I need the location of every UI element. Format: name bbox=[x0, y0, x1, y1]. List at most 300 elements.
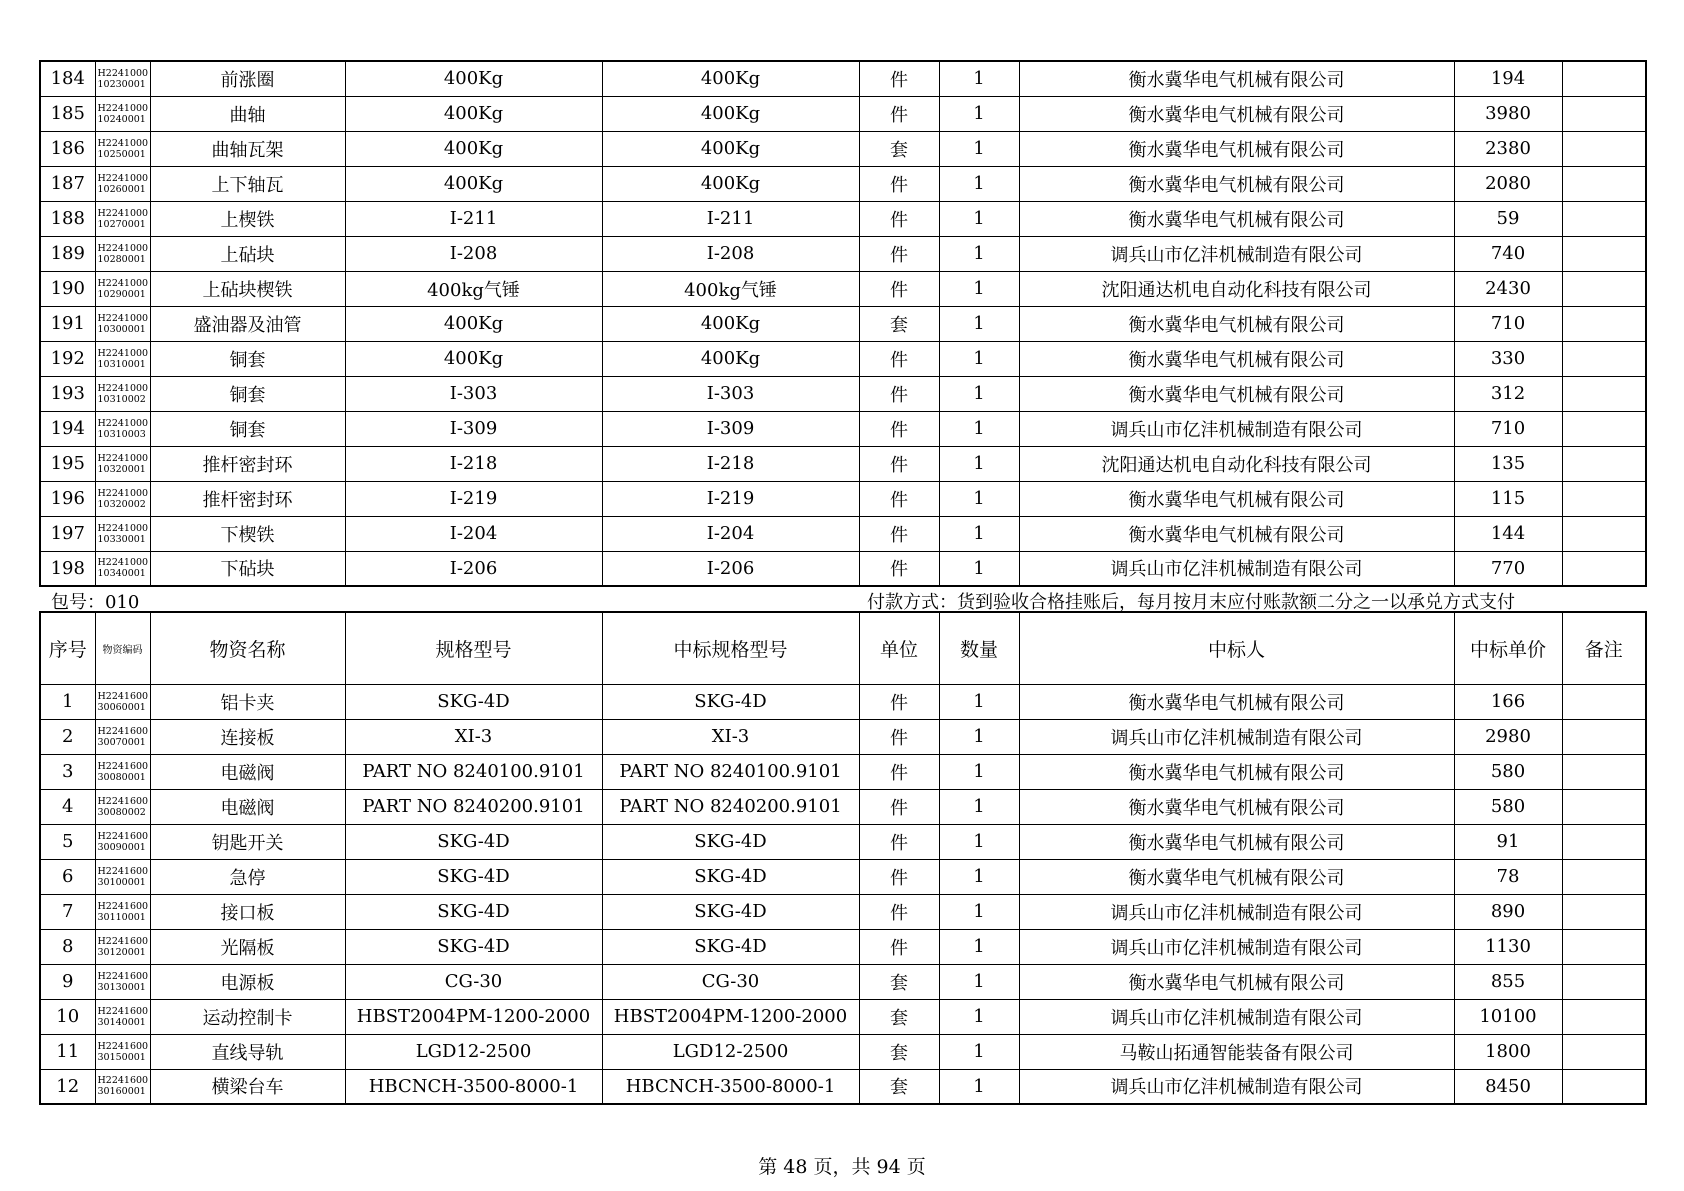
cell-name: 钥匙开关 bbox=[150, 824, 345, 859]
cell-unit: 件 bbox=[859, 789, 939, 824]
cell-price: 78 bbox=[1454, 859, 1562, 894]
cell-qty: 1 bbox=[939, 859, 1019, 894]
package-bar bbox=[39, 586, 1645, 611]
cell-winner: 衡水冀华电气机械有限公司 bbox=[1019, 306, 1454, 341]
cell-qty: 1 bbox=[939, 341, 1019, 376]
table-row bbox=[40, 376, 1646, 411]
cell-unit: 件 bbox=[859, 824, 939, 859]
cell-qty: 1 bbox=[939, 754, 1019, 789]
cell-name: 推杆密封环 bbox=[150, 481, 345, 516]
cell-remark bbox=[1562, 824, 1646, 859]
cell-remark bbox=[1562, 754, 1646, 789]
header-winner: 中标人 bbox=[1019, 612, 1454, 684]
cell-spec: PART NO 8240200.9101 bbox=[345, 789, 602, 824]
cell-bid-spec: 400Kg bbox=[602, 306, 859, 341]
table-row bbox=[40, 894, 1646, 929]
cell-unit: 件 bbox=[859, 684, 939, 719]
cell-remark bbox=[1562, 719, 1646, 754]
cell-qty: 1 bbox=[939, 166, 1019, 201]
cell-remark bbox=[1562, 894, 1646, 929]
code-line-2: 30100001 bbox=[97, 876, 146, 888]
code-line-2: 10270001 bbox=[97, 218, 146, 230]
cell-spec: I-303 bbox=[345, 376, 602, 411]
cell-no: 9 bbox=[40, 964, 95, 999]
cell-winner: 衡水冀华电气机械有限公司 bbox=[1019, 341, 1454, 376]
cell-remark bbox=[1562, 236, 1646, 271]
cell-no: 184 bbox=[40, 61, 95, 96]
cell-winner: 衡水冀华电气机械有限公司 bbox=[1019, 859, 1454, 894]
cell-bid-spec: I-219 bbox=[602, 481, 859, 516]
cell-code bbox=[95, 684, 150, 719]
table-row bbox=[40, 271, 1646, 306]
cell-code bbox=[95, 376, 150, 411]
cell-unit: 套 bbox=[859, 1069, 939, 1104]
cell-name: 上楔铁 bbox=[150, 201, 345, 236]
cell-spec: HBST2004PM-1200-2000 bbox=[345, 999, 602, 1034]
code-line-2: 10340001 bbox=[97, 568, 146, 580]
footer-suffix: 页 bbox=[906, 1156, 926, 1178]
code-line-2: 30120001 bbox=[97, 946, 146, 958]
code-line-2: 10290001 bbox=[97, 288, 146, 300]
code-line-2: 10310001 bbox=[97, 358, 146, 370]
cell-qty: 1 bbox=[939, 96, 1019, 131]
cell-price: 10100 bbox=[1454, 999, 1562, 1034]
cell-remark bbox=[1562, 1034, 1646, 1069]
cell-bid-spec: 400Kg bbox=[602, 131, 859, 166]
cell-name: 电源板 bbox=[150, 964, 345, 999]
cell-no: 192 bbox=[40, 341, 95, 376]
cell-price: 2380 bbox=[1454, 131, 1562, 166]
cell-no: 189 bbox=[40, 236, 95, 271]
code-line-1: H2241600 bbox=[97, 830, 149, 842]
footer-current-page: 48 bbox=[783, 1156, 808, 1178]
code-line-2: 30140001 bbox=[97, 1016, 146, 1028]
cell-price: 3980 bbox=[1454, 96, 1562, 131]
cell-no: 187 bbox=[40, 166, 95, 201]
page-footer bbox=[0, 1152, 1684, 1179]
table-row bbox=[40, 411, 1646, 446]
cell-code bbox=[95, 859, 150, 894]
cell-unit: 件 bbox=[859, 859, 939, 894]
cell-code bbox=[95, 61, 150, 96]
cell-code bbox=[95, 999, 150, 1034]
code-line-1: H2241600 bbox=[97, 1005, 149, 1017]
cell-winner: 衡水冀华电气机械有限公司 bbox=[1019, 61, 1454, 96]
code-line-1: H2241000 bbox=[97, 417, 149, 429]
cell-price: 740 bbox=[1454, 236, 1562, 271]
cell-name: 横梁台车 bbox=[150, 1069, 345, 1104]
cell-spec: 400Kg bbox=[345, 306, 602, 341]
cell-unit: 件 bbox=[859, 376, 939, 411]
cell-remark bbox=[1562, 1069, 1646, 1104]
cell-bid-spec: 400kg气锤 bbox=[602, 271, 859, 306]
table-row bbox=[40, 1034, 1646, 1069]
cell-price: 115 bbox=[1454, 481, 1562, 516]
code-line-1: H2241000 bbox=[97, 557, 149, 569]
cell-qty: 1 bbox=[939, 929, 1019, 964]
cell-unit: 套 bbox=[859, 964, 939, 999]
cell-winner: 调兵山市亿沣机械制造有限公司 bbox=[1019, 894, 1454, 929]
cell-spec: I-208 bbox=[345, 236, 602, 271]
cell-bid-spec: SKG-4D bbox=[602, 824, 859, 859]
cell-price: 59 bbox=[1454, 201, 1562, 236]
cell-winner: 衡水冀华电气机械有限公司 bbox=[1019, 754, 1454, 789]
cell-spec: PART NO 8240100.9101 bbox=[345, 754, 602, 789]
cell-bid-spec: I-204 bbox=[602, 516, 859, 551]
cell-unit: 件 bbox=[859, 96, 939, 131]
code-line-1: H2241000 bbox=[97, 382, 149, 394]
cell-code bbox=[95, 929, 150, 964]
cell-remark bbox=[1562, 481, 1646, 516]
code-line-2: 30060001 bbox=[97, 701, 146, 713]
cell-remark bbox=[1562, 166, 1646, 201]
cell-bid-spec: SKG-4D bbox=[602, 894, 859, 929]
cell-bid-spec: CG-30 bbox=[602, 964, 859, 999]
cell-qty: 1 bbox=[939, 999, 1019, 1034]
cell-unit: 套 bbox=[859, 131, 939, 166]
cell-remark bbox=[1562, 271, 1646, 306]
code-line-2: 10230001 bbox=[97, 78, 146, 90]
table-row bbox=[40, 166, 1646, 201]
cell-spec: SKG-4D bbox=[345, 929, 602, 964]
cell-name: 盛油器及油管 bbox=[150, 306, 345, 341]
cell-qty: 1 bbox=[939, 789, 1019, 824]
cell-no: 188 bbox=[40, 201, 95, 236]
cell-price: 710 bbox=[1454, 411, 1562, 446]
code-line-1: H2241000 bbox=[97, 137, 149, 149]
cell-unit: 件 bbox=[859, 516, 939, 551]
cell-code bbox=[95, 789, 150, 824]
cell-qty: 1 bbox=[939, 1034, 1019, 1069]
cell-winner: 衡水冀华电气机械有限公司 bbox=[1019, 131, 1454, 166]
code-line-1: H2241600 bbox=[97, 1040, 149, 1052]
code-line-2: 10330001 bbox=[97, 533, 146, 545]
code-line-2: 10240001 bbox=[97, 113, 146, 125]
cell-winner: 调兵山市亿沣机械制造有限公司 bbox=[1019, 236, 1454, 271]
header-price: 中标单价 bbox=[1454, 612, 1562, 684]
cell-price: 770 bbox=[1454, 551, 1562, 586]
cell-bid-spec: HBST2004PM-1200-2000 bbox=[602, 999, 859, 1034]
table-row bbox=[40, 201, 1646, 236]
cell-remark bbox=[1562, 859, 1646, 894]
cell-unit: 件 bbox=[859, 446, 939, 481]
cell-no: 185 bbox=[40, 96, 95, 131]
cell-unit: 件 bbox=[859, 754, 939, 789]
code-line-2: 10280001 bbox=[97, 253, 146, 265]
code-line-2: 30080001 bbox=[97, 771, 146, 783]
code-line-1: H2241600 bbox=[97, 1075, 149, 1087]
package-label: 包号：010 bbox=[51, 592, 140, 613]
cell-qty: 1 bbox=[939, 306, 1019, 341]
cell-spec: 400Kg bbox=[345, 341, 602, 376]
cell-code bbox=[95, 551, 150, 586]
cell-name: 曲轴瓦架 bbox=[150, 131, 345, 166]
table-row bbox=[40, 1069, 1646, 1104]
cell-qty: 1 bbox=[939, 824, 1019, 859]
cell-no: 7 bbox=[40, 894, 95, 929]
cell-price: 194 bbox=[1454, 61, 1562, 96]
cell-name: 运动控制卡 bbox=[150, 999, 345, 1034]
cell-price: 710 bbox=[1454, 306, 1562, 341]
payment-terms: 付款方式：货到验收合格挂账后，每月按月末应付账款额二分之一以承兑方式支付 bbox=[867, 592, 1515, 613]
header-remark: 备注 bbox=[1562, 612, 1646, 684]
header-bid-spec: 中标规格型号 bbox=[602, 612, 859, 684]
cell-unit: 件 bbox=[859, 201, 939, 236]
cell-unit: 套 bbox=[859, 1034, 939, 1069]
code-line-1: H2241600 bbox=[97, 935, 149, 947]
cell-name: 直线导轨 bbox=[150, 1034, 345, 1069]
code-line-2: 30070001 bbox=[97, 736, 146, 748]
cell-code bbox=[95, 271, 150, 306]
table-row bbox=[40, 999, 1646, 1034]
cell-winner: 调兵山市亿沣机械制造有限公司 bbox=[1019, 1069, 1454, 1104]
cell-qty: 1 bbox=[939, 551, 1019, 586]
cell-name: 推杆密封环 bbox=[150, 446, 345, 481]
cell-spec: SKG-4D bbox=[345, 684, 602, 719]
cell-spec: SKG-4D bbox=[345, 859, 602, 894]
footer-prefix: 第 bbox=[758, 1156, 778, 1178]
code-line-1: H2241000 bbox=[97, 522, 149, 534]
header-code: 物资编码 bbox=[95, 612, 150, 684]
cell-bid-spec: SKG-4D bbox=[602, 859, 859, 894]
cell-winner: 衡水冀华电气机械有限公司 bbox=[1019, 201, 1454, 236]
cell-no: 193 bbox=[40, 376, 95, 411]
table-row bbox=[40, 551, 1646, 586]
upper-table bbox=[39, 60, 1647, 587]
cell-name: 铜套 bbox=[150, 411, 345, 446]
cell-no: 186 bbox=[40, 131, 95, 166]
cell-remark bbox=[1562, 789, 1646, 824]
cell-winner: 沈阳通达机电自动化科技有限公司 bbox=[1019, 446, 1454, 481]
cell-code bbox=[95, 341, 150, 376]
cell-price: 135 bbox=[1454, 446, 1562, 481]
cell-spec: I-219 bbox=[345, 481, 602, 516]
code-line-2: 30160001 bbox=[97, 1086, 146, 1098]
cell-qty: 1 bbox=[939, 1069, 1019, 1104]
cell-unit: 件 bbox=[859, 411, 939, 446]
cell-winner: 衡水冀华电气机械有限公司 bbox=[1019, 166, 1454, 201]
cell-remark bbox=[1562, 411, 1646, 446]
cell-no: 194 bbox=[40, 411, 95, 446]
code-line-1: H2241600 bbox=[97, 865, 149, 877]
table-row bbox=[40, 446, 1646, 481]
code-line-1: H2241000 bbox=[97, 277, 149, 289]
cell-bid-spec: SKG-4D bbox=[602, 684, 859, 719]
code-line-2: 10250001 bbox=[97, 148, 146, 160]
table-row bbox=[40, 341, 1646, 376]
cell-code bbox=[95, 411, 150, 446]
cell-qty: 1 bbox=[939, 236, 1019, 271]
cell-spec: 400Kg bbox=[345, 166, 602, 201]
cell-price: 1130 bbox=[1454, 929, 1562, 964]
lower-table bbox=[39, 611, 1647, 1105]
cell-bid-spec: 400Kg bbox=[602, 341, 859, 376]
code-line-2: 10320001 bbox=[97, 463, 146, 475]
cell-bid-spec: 400Kg bbox=[602, 96, 859, 131]
cell-spec: 400Kg bbox=[345, 96, 602, 131]
code-line-2: 30110001 bbox=[97, 911, 146, 923]
cell-no: 5 bbox=[40, 824, 95, 859]
code-line-1: H2241600 bbox=[97, 795, 149, 807]
cell-price: 91 bbox=[1454, 824, 1562, 859]
code-line-1: H2241600 bbox=[97, 690, 149, 702]
cell-name: 上砧块 bbox=[150, 236, 345, 271]
cell-spec: XI-3 bbox=[345, 719, 602, 754]
cell-qty: 1 bbox=[939, 131, 1019, 166]
cell-name: 接口板 bbox=[150, 894, 345, 929]
cell-no: 3 bbox=[40, 754, 95, 789]
cell-unit: 件 bbox=[859, 481, 939, 516]
cell-unit: 件 bbox=[859, 551, 939, 586]
cell-price: 312 bbox=[1454, 376, 1562, 411]
cell-price: 166 bbox=[1454, 684, 1562, 719]
cell-remark bbox=[1562, 684, 1646, 719]
table-row bbox=[40, 684, 1646, 719]
cell-price: 580 bbox=[1454, 754, 1562, 789]
code-line-2: 10260001 bbox=[97, 183, 146, 195]
cell-remark bbox=[1562, 131, 1646, 166]
cell-price: 8450 bbox=[1454, 1069, 1562, 1104]
cell-code bbox=[95, 964, 150, 999]
cell-winner: 衡水冀华电气机械有限公司 bbox=[1019, 964, 1454, 999]
cell-spec: SKG-4D bbox=[345, 894, 602, 929]
header-row bbox=[40, 612, 1646, 684]
cell-winner: 衡水冀华电气机械有限公司 bbox=[1019, 516, 1454, 551]
code-line-1: H2241000 bbox=[97, 242, 149, 254]
code-line-1: H2241000 bbox=[97, 172, 149, 184]
cell-unit: 件 bbox=[859, 166, 939, 201]
cell-winner: 衡水冀华电气机械有限公司 bbox=[1019, 789, 1454, 824]
cell-qty: 1 bbox=[939, 684, 1019, 719]
cell-price: 2980 bbox=[1454, 719, 1562, 754]
cell-price: 2080 bbox=[1454, 166, 1562, 201]
cell-code bbox=[95, 754, 150, 789]
cell-remark bbox=[1562, 551, 1646, 586]
cell-spec: 400Kg bbox=[345, 131, 602, 166]
cell-code bbox=[95, 719, 150, 754]
code-line-2: 10310003 bbox=[97, 428, 146, 440]
cell-code bbox=[95, 1034, 150, 1069]
cell-remark bbox=[1562, 61, 1646, 96]
cell-no: 195 bbox=[40, 446, 95, 481]
cell-unit: 件 bbox=[859, 341, 939, 376]
cell-spec: I-206 bbox=[345, 551, 602, 586]
cell-code bbox=[95, 96, 150, 131]
table-row bbox=[40, 789, 1646, 824]
cell-code bbox=[95, 201, 150, 236]
footer-total-pages: 94 bbox=[876, 1156, 901, 1178]
cell-remark bbox=[1562, 964, 1646, 999]
cell-name: 光隔板 bbox=[150, 929, 345, 964]
code-line-1: H2241000 bbox=[97, 207, 149, 219]
code-line-1: H2241000 bbox=[97, 102, 149, 114]
cell-qty: 1 bbox=[939, 376, 1019, 411]
cell-no: 4 bbox=[40, 789, 95, 824]
cell-code bbox=[95, 131, 150, 166]
cell-qty: 1 bbox=[939, 411, 1019, 446]
cell-code bbox=[95, 166, 150, 201]
cell-price: 855 bbox=[1454, 964, 1562, 999]
cell-remark bbox=[1562, 516, 1646, 551]
cell-name: 铜套 bbox=[150, 376, 345, 411]
code-line-1: H2241000 bbox=[97, 67, 149, 79]
cell-spec: SKG-4D bbox=[345, 824, 602, 859]
cell-no: 197 bbox=[40, 516, 95, 551]
cell-name: 上下轴瓦 bbox=[150, 166, 345, 201]
cell-spec: LGD12-2500 bbox=[345, 1034, 602, 1069]
cell-bid-spec: 400Kg bbox=[602, 166, 859, 201]
cell-spec: CG-30 bbox=[345, 964, 602, 999]
cell-spec: HBCNCH-3500-8000-1 bbox=[345, 1069, 602, 1104]
code-line-1: H2241000 bbox=[97, 487, 149, 499]
cell-code bbox=[95, 894, 150, 929]
cell-qty: 1 bbox=[939, 894, 1019, 929]
table-row bbox=[40, 824, 1646, 859]
table-row bbox=[40, 236, 1646, 271]
cell-name: 连接板 bbox=[150, 719, 345, 754]
table-row bbox=[40, 859, 1646, 894]
cell-spec: I-204 bbox=[345, 516, 602, 551]
cell-price: 330 bbox=[1454, 341, 1562, 376]
table-row bbox=[40, 96, 1646, 131]
cell-code bbox=[95, 306, 150, 341]
cell-name: 上砧块楔铁 bbox=[150, 271, 345, 306]
cell-code bbox=[95, 824, 150, 859]
cell-bid-spec: I-211 bbox=[602, 201, 859, 236]
cell-qty: 1 bbox=[939, 61, 1019, 96]
cell-qty: 1 bbox=[939, 271, 1019, 306]
cell-remark bbox=[1562, 376, 1646, 411]
cell-bid-spec: PART NO 8240100.9101 bbox=[602, 754, 859, 789]
footer-middle: 页，共 bbox=[813, 1156, 871, 1178]
cell-unit: 件 bbox=[859, 61, 939, 96]
cell-price: 890 bbox=[1454, 894, 1562, 929]
cell-bid-spec: I-206 bbox=[602, 551, 859, 586]
table-row bbox=[40, 131, 1646, 166]
cell-spec: I-211 bbox=[345, 201, 602, 236]
cell-remark bbox=[1562, 306, 1646, 341]
header-spec: 规格型号 bbox=[345, 612, 602, 684]
table-row bbox=[40, 481, 1646, 516]
header-name: 物资名称 bbox=[150, 612, 345, 684]
cell-winner: 马鞍山拓通智能装备有限公司 bbox=[1019, 1034, 1454, 1069]
table-row bbox=[40, 61, 1646, 96]
cell-bid-spec: XI-3 bbox=[602, 719, 859, 754]
cell-unit: 套 bbox=[859, 999, 939, 1034]
code-line-2: 30090001 bbox=[97, 841, 146, 853]
cell-name: 前涨圈 bbox=[150, 61, 345, 96]
code-line-1: H2241000 bbox=[97, 452, 149, 464]
cell-unit: 件 bbox=[859, 894, 939, 929]
cell-no: 10 bbox=[40, 999, 95, 1034]
header-unit: 单位 bbox=[859, 612, 939, 684]
cell-no: 196 bbox=[40, 481, 95, 516]
cell-winner: 沈阳通达机电自动化科技有限公司 bbox=[1019, 271, 1454, 306]
code-line-2: 10310002 bbox=[97, 393, 146, 405]
cell-bid-spec: I-303 bbox=[602, 376, 859, 411]
cell-price: 2430 bbox=[1454, 271, 1562, 306]
header-qty: 数量 bbox=[939, 612, 1019, 684]
cell-remark bbox=[1562, 999, 1646, 1034]
cell-price: 580 bbox=[1454, 789, 1562, 824]
cell-no: 191 bbox=[40, 306, 95, 341]
code-line-2: 30150001 bbox=[97, 1051, 146, 1063]
cell-remark bbox=[1562, 96, 1646, 131]
cell-qty: 1 bbox=[939, 964, 1019, 999]
cell-no: 11 bbox=[40, 1034, 95, 1069]
cell-name: 铝卡夹 bbox=[150, 684, 345, 719]
cell-qty: 1 bbox=[939, 481, 1019, 516]
